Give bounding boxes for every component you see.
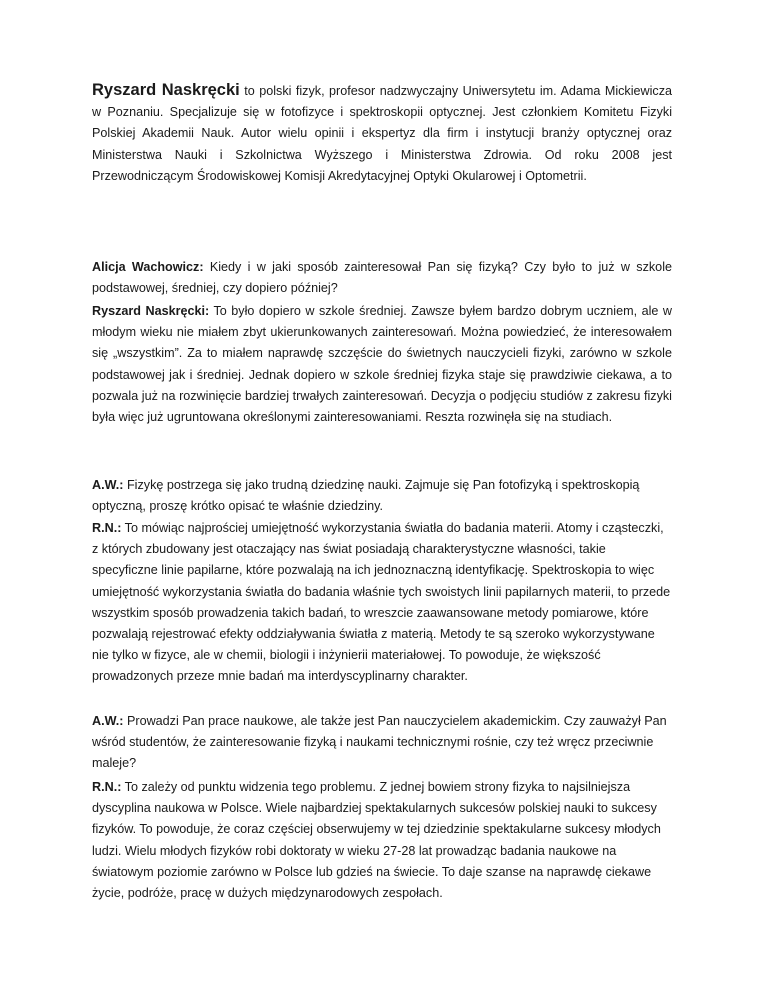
speaker-label: R.N.: [92,780,122,794]
author-bio: to polski fizyk, profesor nadzwyczajny Uniwersytetu im. Adama Mickiewicza w Poznaniu. Specjalizuje się w fotofizyce i spektroskopii optycznej. Jest członkiem Komitetu Fizyki Polskiej Akademii Nauk. Autor wielu opinii i ekspertyz dla firm i instytucji branży optycznej oraz Ministerstwa Nauki i Szkolnictwa Wyższego i Ministerstwa Zdrowia. Od roku 2008 jest Przewodniczącym Środowiskowej Komisji Akredytacyjnej Optyki Okularowej i Optometrii. [92,84,673,183]
answer-text: To zależy od punktu widzenia tego problemu. Z jednej bowiem strony fizyka to najsilniejsza dyscyplina naukowa w Polsce. Wiele najbardziej spektakularnych sukcesów polskiej nauki to sukcesy fizyków. To powoduje, że coraz częściej obserwujemy w tej dziedzinie spektakularne sukcesy młodych ludzi. Wielu młodych fizyków robi doktoraty w wieku 27-28 lat prowadząc badania naukowe na światowym poziomie zarówno w Polsce lub gdzieś na świecie. To daje szanse na naprawdę ciekawe życie, podróże, pracę w dużych międzynarodowych zespołach. [92,780,661,901]
speaker-label: A.W.: [92,714,124,728]
answer-1 [92,301,672,428]
speaker-label: A.W.: [92,478,124,492]
question-3 [92,711,672,775]
speaker-label: R.N.: [92,521,122,535]
author-intro [92,80,672,187]
question-text: Kiedy i w jaki sposób zainteresował Pan się fizyką? Czy było to już w szkole podstawowej, średniej, czy dopiero później? [92,260,672,296]
question-1 [92,257,672,299]
answer-text: To mówiąc najprościej umiejętność wykorzystania światła do badania materii. Atomy i cząsteczki, z których zbudowany jest otaczający nas świat posiadają charakterystyczne własności, takie specyficzne linie papilarne, które pozwalają na ich jednoznaczną identyfikację. Spektroskopia to więc umiejętność wykorzystania światła do badania właśnie tych swoistych linii papilarnych materii, to przede wszystkim sposób prowadzenia takich badań, to wreszcie zaawansowane metody pomiarowe, które pozwalają rejestrować efekty oddziaływania światła z materią. Metody te są szeroko wykorzystywane nie tylko w fizyce, ale w chemii, biologii i inżynierii materiałowej. To powoduje, że większość prowadzonych przeze mnie badań ma interdyscyplinarny charakter. [92,521,671,684]
speaker-label: Alicja Wachowicz: [92,260,204,274]
answer-text: To było dopiero w szkole średniej. Zawsze byłem bardzo dobrym uczniem, ale w młodym wieku nie miałem zbyt ukierunkowanych zainteresowań. Można powiedzieć, że interesowałem się „wszystkim”. Za to miałem naprawdę szczęście do świetnych nauczycieli fizyki, zarówno w szkole podstawowej jak i średniej. Jednak dopiero w szkole średniej fizyka staje się prawdziwie ciekawa, a to pozwala już na rozwinięcie bardziej trwałych zainteresowań. Decyzja o podjęciu studiów z zakresu fizyki była więc już ugruntowana określonymi zainteresowaniami. Reszta rozwinęła się na studiach. [92,304,672,425]
answer-2 [92,518,672,688]
question-text: Fizykę postrzega się jako trudną dziedzinę nauki. Zajmuje się Pan fotofizyką i spektroskopią optyczną, proszę krótko opisać te właśnie dziedziny. [92,478,640,514]
answer-3 [92,777,672,904]
author-name: Ryszard Naskręcki [92,81,240,99]
question-text: Prowadzi Pan prace naukowe, ale także jest Pan nauczycielem akademickim. Czy zauważył Pan wśród studentów, że zainteresowanie fizyką i naukami technicznymi rośnie, czy też wręcz przeciwnie maleje? [92,714,667,771]
question-2 [92,475,672,517]
speaker-label: Ryszard Naskręcki: [92,304,210,318]
